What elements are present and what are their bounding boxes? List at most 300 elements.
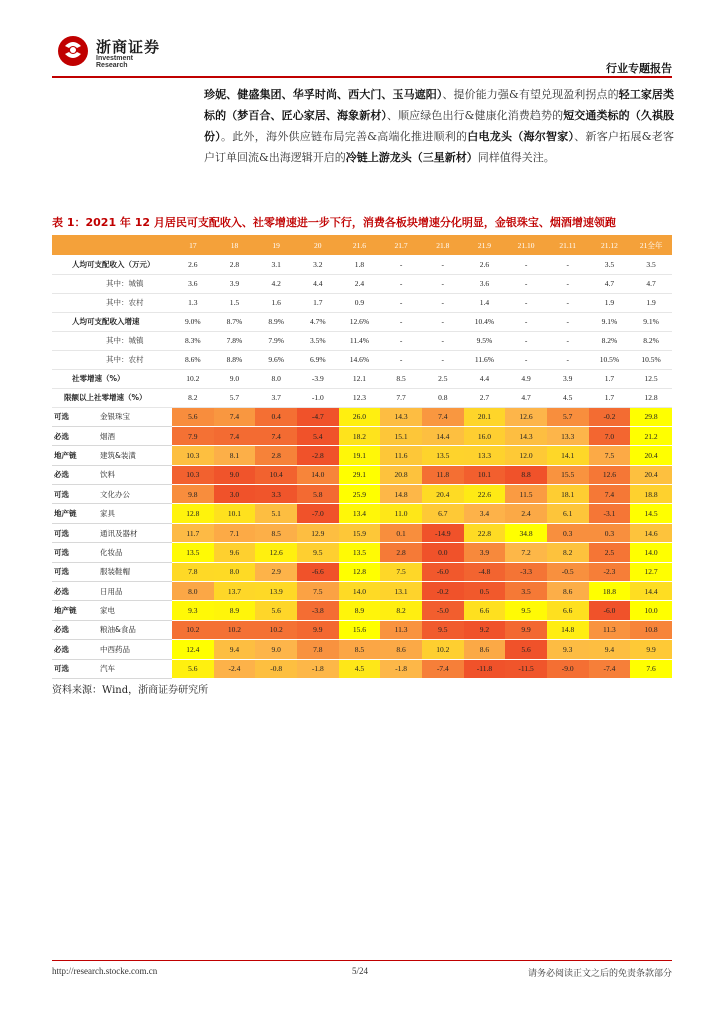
heat-cell: 20.1 [464, 407, 506, 426]
table-cell: 4.5 [547, 388, 589, 407]
heat-cell: 13.3 [464, 446, 506, 465]
heat-cell: 9.8 [172, 485, 214, 504]
logo-emblem-icon [56, 34, 90, 68]
category-label: 可选 [52, 407, 96, 426]
table-cell: 12.5 [630, 369, 672, 388]
heat-cell: 13.3 [547, 426, 589, 445]
heat-cell: 8.0 [214, 562, 256, 581]
heat-cell: 29.1 [339, 465, 381, 484]
heat-cell: 11.8 [422, 465, 464, 484]
table-cell: 9.6% [255, 350, 297, 369]
heat-cell: 2.9 [255, 562, 297, 581]
heat-cell: 14.8 [380, 485, 422, 504]
heat-cell: 9.6 [214, 543, 256, 562]
table-cell: - [422, 331, 464, 350]
heat-cell: 8.6 [547, 582, 589, 601]
paragraph-bold-segment: 白电龙头（海尔智家） [467, 130, 575, 143]
heat-cell: 9.9 [297, 620, 339, 639]
category-label: 地产链 [52, 504, 96, 523]
column-header: 20 [297, 235, 339, 255]
heat-cell: 12.7 [630, 562, 672, 581]
table-cell: - [505, 331, 547, 350]
heat-cell: 10.8 [630, 620, 672, 639]
heat-cell: 5.1 [255, 504, 297, 523]
table-cell: 1.7 [589, 388, 631, 407]
heat-cell: 14.8 [547, 620, 589, 639]
industry-label: 金银珠宝 [96, 407, 172, 426]
body-paragraph [204, 84, 674, 168]
heat-cell: 8.8 [505, 465, 547, 484]
industry-label: 烟酒 [96, 426, 172, 445]
heat-cell: 10.0 [630, 601, 672, 620]
heat-cell: 5.6 [172, 659, 214, 678]
category-label: 必选 [52, 620, 96, 639]
table-cell: 11.6% [464, 350, 506, 369]
table-cell: 7.7 [380, 388, 422, 407]
heat-cell: 13.5 [339, 543, 381, 562]
heat-cell: 5.6 [255, 601, 297, 620]
table-cell: 9.1% [589, 312, 631, 331]
heat-cell: 5.6 [505, 640, 547, 659]
heat-cell: 18.8 [630, 485, 672, 504]
consumption-data-table [52, 235, 672, 679]
heat-cell: 34.8 [505, 523, 547, 542]
table-row [52, 640, 672, 659]
heat-cell: 13.7 [214, 582, 256, 601]
heat-cell: 12.6 [589, 465, 631, 484]
heat-cell: 9.0 [214, 465, 256, 484]
table-cell: 2.4 [339, 274, 381, 293]
table-row [52, 312, 672, 331]
heat-cell: 2.5 [589, 543, 631, 562]
table-row [52, 293, 672, 312]
table-cell: 1.9 [630, 293, 672, 312]
table-cell: - [547, 331, 589, 350]
heat-cell: 12.0 [505, 446, 547, 465]
row-label: 其中：城镇 [52, 274, 172, 293]
table-cell: 8.3% [172, 331, 214, 350]
table-cell: 3.5 [630, 255, 672, 274]
table-cell: - [380, 350, 422, 369]
heat-cell: 10.1 [464, 465, 506, 484]
heat-cell: 14.4 [422, 426, 464, 445]
table-cell: -1.0 [297, 388, 339, 407]
paragraph-bold-segment: 珍妮、健盛集团、华孚时尚、西大门、玉马遮阳） [204, 88, 443, 101]
heat-cell: 10.1 [214, 504, 256, 523]
category-label: 可选 [52, 523, 96, 542]
table-cell: 3.9 [547, 369, 589, 388]
heat-cell: 11.6 [380, 446, 422, 465]
paragraph-segment: 。此外，海外供应链布局完善&高端化推进顺利的 [221, 130, 468, 143]
heat-cell: 7.5 [380, 562, 422, 581]
heat-cell: 7.4 [214, 407, 256, 426]
table-cell: 4.9 [505, 369, 547, 388]
table-cell: - [380, 274, 422, 293]
heat-cell: 11.3 [380, 620, 422, 639]
disclaimer-note: 请务必阅读正文之后的免责条款部分 [527, 969, 672, 979]
heat-cell: 18.1 [547, 485, 589, 504]
heat-cell: -0.8 [255, 659, 297, 678]
category-label: 可选 [52, 562, 96, 581]
heat-cell: 6.1 [547, 504, 589, 523]
table-cell: - [505, 312, 547, 331]
industry-label: 日用品 [96, 582, 172, 601]
table-cell: 4.7 [630, 274, 672, 293]
heat-cell: 18.8 [589, 582, 631, 601]
table-cell: - [422, 255, 464, 274]
heat-cell: 13.4 [339, 504, 381, 523]
table-cell: - [547, 312, 589, 331]
heat-cell: 0.1 [380, 523, 422, 542]
table-cell: 2.5 [422, 369, 464, 388]
table-cell: 3.2 [297, 255, 339, 274]
heat-cell: 11.5 [505, 485, 547, 504]
heat-cell: 3.3 [255, 485, 297, 504]
heat-cell: -2.4 [214, 659, 256, 678]
heat-cell: 7.2 [505, 543, 547, 562]
heat-cell: 7.4 [589, 485, 631, 504]
heat-cell: 3.4 [464, 504, 506, 523]
table-row [52, 274, 672, 293]
heat-cell: -11.8 [464, 659, 506, 678]
industry-label: 家电 [96, 601, 172, 620]
heat-cell: -5.0 [422, 601, 464, 620]
table-cell: 8.6% [172, 350, 214, 369]
heat-cell: 7.5 [589, 446, 631, 465]
heat-cell: -2.3 [589, 562, 631, 581]
heat-cell: -14.9 [422, 523, 464, 542]
heat-cell: 4.5 [339, 659, 381, 678]
table-row [52, 562, 672, 581]
table-cell: - [422, 350, 464, 369]
heat-cell: -3.3 [505, 562, 547, 581]
table-cell: 1.5 [214, 293, 256, 312]
heat-cell: 10.2 [255, 620, 297, 639]
table-cell: 9.5% [464, 331, 506, 350]
industry-label: 中西药品 [96, 640, 172, 659]
table-cell: 8.8% [214, 350, 256, 369]
heat-cell: 9.3 [172, 601, 214, 620]
table-cell: 7.9% [255, 331, 297, 350]
report-type-label: 行业专题报告 [606, 62, 672, 75]
table-cell: 1.6 [255, 293, 297, 312]
column-header: 21.6 [339, 235, 381, 255]
heat-cell: 8.9 [214, 601, 256, 620]
heat-cell: 10.2 [422, 640, 464, 659]
table-cell: 8.0 [255, 369, 297, 388]
column-header: 18 [214, 235, 256, 255]
heat-cell: -11.5 [505, 659, 547, 678]
table-cell: 1.9 [589, 293, 631, 312]
heat-cell: 12.4 [172, 640, 214, 659]
heat-cell: 9.0 [255, 640, 297, 659]
heat-cell: -2.8 [297, 446, 339, 465]
heat-cell: 0.3 [547, 523, 589, 542]
heat-cell: 3.9 [464, 543, 506, 562]
table-cell: 9.1% [630, 312, 672, 331]
table-cell: - [547, 350, 589, 369]
table-cell: 1.8 [339, 255, 381, 274]
heat-cell: 9.9 [630, 640, 672, 659]
heat-cell: 2.8 [380, 543, 422, 562]
paragraph-segment: 、提价能力强&有望兑现盈利拐点的 [442, 88, 619, 101]
table-cell: 4.7% [297, 312, 339, 331]
table-row [52, 255, 672, 274]
heat-cell: 7.6 [630, 659, 672, 678]
heat-cell: 7.9 [172, 426, 214, 445]
heat-cell: 8.2 [380, 601, 422, 620]
table-cell: 10.5% [589, 350, 631, 369]
heat-cell: -6.0 [422, 562, 464, 581]
table-cell: - [505, 274, 547, 293]
heat-cell: 12.6 [505, 407, 547, 426]
table-row [52, 485, 672, 504]
category-label: 地产链 [52, 601, 96, 620]
page-number: 5/24 [352, 966, 369, 976]
row-label: 其中：农村 [52, 350, 172, 369]
heat-cell: -6.6 [297, 562, 339, 581]
heat-cell: -6.0 [589, 601, 631, 620]
industry-label: 家具 [96, 504, 172, 523]
table-cell: 1.7 [589, 369, 631, 388]
heat-cell: 8.2 [547, 543, 589, 562]
table-header-row [52, 235, 672, 255]
heat-cell: 13.5 [172, 543, 214, 562]
table-row [52, 331, 672, 350]
column-header: 21.8 [422, 235, 464, 255]
heat-cell: 11.3 [589, 620, 631, 639]
heat-cell: 3.0 [214, 485, 256, 504]
row-label: 其中：城镇 [52, 331, 172, 350]
industry-label: 饮料 [96, 465, 172, 484]
table-cell: - [380, 293, 422, 312]
table-row [52, 426, 672, 445]
industry-label: 文化办公 [96, 485, 172, 504]
heat-cell: 0.0 [422, 543, 464, 562]
heat-cell: 20.4 [422, 485, 464, 504]
heat-cell: 2.8 [255, 446, 297, 465]
heat-cell: 12.6 [255, 543, 297, 562]
paragraph-segment: 同样值得关注。 [477, 151, 555, 164]
heat-cell: 9.5 [422, 620, 464, 639]
category-label: 必选 [52, 640, 96, 659]
header-divider [52, 76, 672, 78]
heat-cell: 13.9 [255, 582, 297, 601]
table-row [52, 601, 672, 620]
heat-cell: 0.3 [589, 523, 631, 542]
category-label: 可选 [52, 485, 96, 504]
heat-cell: 10.3 [172, 446, 214, 465]
heat-cell: 9.5 [297, 543, 339, 562]
footer-divider [52, 960, 672, 961]
category-label: 必选 [52, 582, 96, 601]
table-cell: 4.2 [255, 274, 297, 293]
column-header: 21.9 [464, 235, 506, 255]
heat-cell: 6.7 [422, 504, 464, 523]
heat-cell: 11.0 [380, 504, 422, 523]
table-cell: 14.6% [339, 350, 381, 369]
table-cell: - [380, 312, 422, 331]
table-cell: 3.7 [255, 388, 297, 407]
heat-cell: 8.5 [339, 640, 381, 659]
table-header-blank [96, 235, 172, 255]
heat-cell: 29.8 [630, 407, 672, 426]
table-cell: 9.0 [214, 369, 256, 388]
table-row [52, 388, 672, 407]
heat-cell: -4.8 [464, 562, 506, 581]
industry-label: 服装鞋帽 [96, 562, 172, 581]
heat-cell: 8.0 [172, 582, 214, 601]
heat-cell: -1.8 [380, 659, 422, 678]
table-cell: 9.0% [172, 312, 214, 331]
heat-cell: 9.9 [505, 620, 547, 639]
heat-cell: 22.8 [464, 523, 506, 542]
heat-cell: 14.0 [297, 465, 339, 484]
row-label: 人均可支配收入增速 [52, 312, 172, 331]
table-cell: 8.9% [255, 312, 297, 331]
table-header-blank [52, 235, 96, 255]
column-header: 21.11 [547, 235, 589, 255]
table-cell: 2.8 [214, 255, 256, 274]
heat-cell: 15.5 [547, 465, 589, 484]
industry-label: 汽车 [96, 659, 172, 678]
industry-label: 化妆品 [96, 543, 172, 562]
table-cell: 3.9 [214, 274, 256, 293]
source-note: 资料来源：Wind，浙商证券研究所 [52, 685, 209, 696]
table-cell: 12.1 [339, 369, 381, 388]
heat-cell: 19.1 [339, 446, 381, 465]
heat-cell: 20.8 [380, 465, 422, 484]
table-cell: 2.6 [172, 255, 214, 274]
heat-cell: 7.4 [255, 426, 297, 445]
table-cell: - [380, 255, 422, 274]
heat-cell: 5.8 [297, 485, 339, 504]
heat-cell: 21.2 [630, 426, 672, 445]
heat-cell: 8.5 [255, 523, 297, 542]
row-label: 其中：农村 [52, 293, 172, 312]
heat-cell: 12.8 [339, 562, 381, 581]
heat-cell: 0.5 [464, 582, 506, 601]
table-cell: 2.7 [464, 388, 506, 407]
table-cell: 8.2 [172, 388, 214, 407]
table-cell: 7.8% [214, 331, 256, 350]
heat-cell: 7.8 [297, 640, 339, 659]
table-cell: 5.7 [214, 388, 256, 407]
heat-cell: 10.4 [255, 465, 297, 484]
table-row [52, 504, 672, 523]
heat-cell: -0.2 [589, 407, 631, 426]
heat-cell: 8.6 [464, 640, 506, 659]
table-cell: 4.4 [297, 274, 339, 293]
heat-cell: 14.6 [630, 523, 672, 542]
heat-cell: 7.4 [214, 426, 256, 445]
table-cell: - [505, 350, 547, 369]
heat-cell: -3.8 [297, 601, 339, 620]
heat-cell: -4.7 [297, 407, 339, 426]
table-row [52, 407, 672, 426]
table-cell: - [505, 255, 547, 274]
table-row [52, 465, 672, 484]
heat-cell: 9.3 [547, 640, 589, 659]
paragraph-bold-segment: 短交通类标的（久祺股份） [204, 109, 674, 143]
heat-cell: 9.4 [589, 640, 631, 659]
table-cell: 1.4 [464, 293, 506, 312]
heat-cell: 14.0 [339, 582, 381, 601]
heat-cell: 6.6 [464, 601, 506, 620]
heat-cell: 14.1 [547, 446, 589, 465]
heat-cell: -0.5 [547, 562, 589, 581]
heat-cell: 14.5 [630, 504, 672, 523]
table-cell: 11.4% [339, 331, 381, 350]
table-cell: 10.5% [630, 350, 672, 369]
heat-cell: 10.2 [214, 620, 256, 639]
industry-label: 通讯及器材 [96, 523, 172, 542]
heat-cell: 8.9 [339, 601, 381, 620]
table-cell: 3.5 [589, 255, 631, 274]
heat-cell: 18.2 [339, 426, 381, 445]
heat-cell: 25.9 [339, 485, 381, 504]
table-cell: 1.3 [172, 293, 214, 312]
heat-cell: 0.4 [255, 407, 297, 426]
table-cell: - [547, 293, 589, 312]
heat-cell: 16.0 [464, 426, 506, 445]
heat-cell: -7.4 [589, 659, 631, 678]
table-row [52, 350, 672, 369]
heat-cell: 14.3 [505, 426, 547, 445]
table-cell: 8.2% [630, 331, 672, 350]
category-label: 可选 [52, 543, 96, 562]
table-cell: 4.7 [505, 388, 547, 407]
table-row [52, 523, 672, 542]
table-row [52, 659, 672, 678]
table-cell: - [547, 274, 589, 293]
heat-cell: 7.0 [589, 426, 631, 445]
table-cell: - [505, 293, 547, 312]
category-label: 必选 [52, 465, 96, 484]
table-cell: - [380, 331, 422, 350]
heat-cell: 9.4 [214, 640, 256, 659]
table-cell: 10.2 [172, 369, 214, 388]
heat-cell: 7.5 [297, 582, 339, 601]
heat-cell: -7.0 [297, 504, 339, 523]
logo-text-en: Investment Research [96, 55, 133, 69]
table-cell: 3.1 [255, 255, 297, 274]
table-cell: -3.9 [297, 369, 339, 388]
heat-cell: 20.4 [630, 465, 672, 484]
table-cell: - [547, 255, 589, 274]
category-label: 必选 [52, 426, 96, 445]
heat-cell: 26.0 [339, 407, 381, 426]
heat-cell: 13.1 [380, 582, 422, 601]
footer-url[interactable]: http://research.stocke.com.cn [52, 966, 158, 976]
heat-cell: 7.4 [422, 407, 464, 426]
table-cell: 0.9 [339, 293, 381, 312]
column-header: 21.12 [589, 235, 631, 255]
heat-cell: 3.5 [505, 582, 547, 601]
heat-cell: -3.1 [589, 504, 631, 523]
heat-cell: -7.4 [422, 659, 464, 678]
table-cell: 4.4 [464, 369, 506, 388]
table-cell: 12.8 [630, 388, 672, 407]
heat-cell: 15.6 [339, 620, 381, 639]
heat-cell: 12.8 [172, 504, 214, 523]
table-row [52, 369, 672, 388]
table-cell: 8.5 [380, 369, 422, 388]
table-cell: 6.9% [297, 350, 339, 369]
heat-cell: 20.4 [630, 446, 672, 465]
table-row [52, 620, 672, 639]
paragraph-segment: 、顺应绿色出行&健康化消费趋势的 [387, 109, 564, 122]
